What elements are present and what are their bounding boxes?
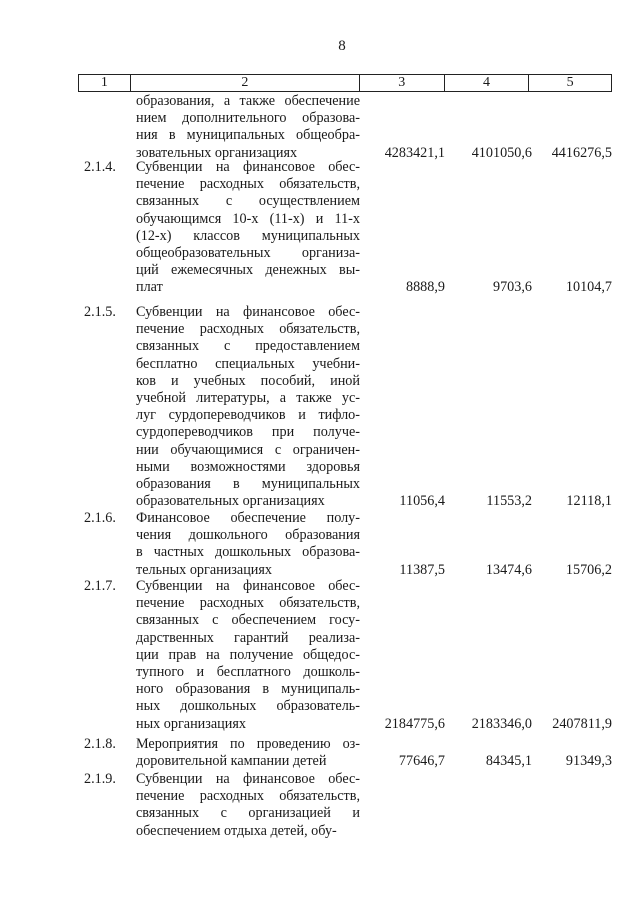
table-row [0,510,640,579]
row-description [136,736,360,770]
description-line: луг сурдопереводчиков и тифло- [136,407,360,424]
description-line: образования, а также обеспечение [136,93,360,109]
value-col-5: 10104,7 [565,279,612,296]
description-line: связанных с обеспечением госу- [136,612,360,629]
description-line: Субвенции на финансовое обес- [136,578,360,594]
description-line: в частных дошкольных образова- [136,544,360,561]
row-code: 2.1.8. [84,736,116,752]
row-code: 2.1.6. [84,510,116,526]
page-number: 8 [338,38,346,54]
table-header [78,74,612,92]
table-row [0,736,640,770]
row-code: 2.1.7. [84,578,116,594]
description-line: Субвенции на финансовое обес- [136,304,360,320]
table-row [0,93,640,162]
description-line: дарственных гарантий реализа- [136,629,360,646]
row-description [136,771,360,840]
description-line: зовательных организациях [136,144,298,161]
table-row [0,771,640,840]
description-line: нием дополнительного образова- [136,110,360,127]
description-line: образования в муниципальных [136,476,360,493]
description-line: связанных с организацией и [136,805,360,822]
value-col-3: 11056,4 [399,493,445,510]
value-col-4: 84345,1 [485,753,532,770]
value-col-3: 2184775,6 [384,715,445,732]
description-line: ков и учебных пособий, иной [136,372,360,389]
description-line: учебной литературы, а также ус- [136,390,360,407]
value-col-5: 2407811,9 [552,715,612,732]
description-line: ными возможностями здоровья [136,458,360,475]
description-line: образовательных организациях [136,493,325,510]
description-line: Субвенции на финансовое обес- [136,771,360,787]
description-line: Субвенции на финансовое обес- [136,159,360,175]
description-line: печение расходных обязательств, [136,176,360,193]
row-description [136,510,360,579]
row-description [136,93,360,162]
description-line: связанных с предоставлением [136,338,360,355]
description-line: ции прав на получение общедос- [136,646,360,663]
description-line: нии обучающимися с ограничен- [136,441,360,458]
header-col-4: 4 [445,75,530,91]
description-line: плат [136,279,163,296]
description-line: тельных организациях [136,561,273,578]
value-col-3: 77646,7 [398,753,445,770]
description-line: ных дошкольных образователь- [136,698,360,715]
description-line: обеспечением отдыха детей, обу- [136,822,337,839]
description-line: доровительной кампании детей [136,753,327,770]
header-col-5: 5 [566,75,574,90]
value-col-4: 4101050,6 [471,144,532,161]
value-col-4: 2183346,0 [471,715,532,732]
description-line: Мероприятия по проведению оз- [136,736,360,752]
header-col-1: 1 [79,75,131,91]
description-line: Финансовое обеспечение полу- [136,510,360,526]
description-line: печение расходных обязательств, [136,595,360,612]
row-description [136,304,360,510]
value-col-3: 11387,5 [399,561,445,578]
description-line: ния в муниципальных общеобра- [136,127,360,144]
header-col-2: 2 [131,75,360,91]
row-description [136,159,360,297]
description-line: тупного и бесплатного дошколь- [136,664,360,681]
description-line: связанных с осуществлением [136,193,360,210]
value-col-3: 8888,9 [405,279,445,296]
description-line: обучающимся 10-х (11-х) и 11-х [136,210,360,227]
value-col-5: 12118,1 [566,493,612,510]
value-col-5: 91349,3 [565,753,612,770]
description-line: печение расходных обязательств, [136,788,360,805]
description-line: ций ежемесячных денежных вы- [136,262,360,279]
description-line: общеобразовательных организа- [136,245,360,262]
value-col-5: 4416276,5 [551,144,612,161]
row-code: 2.1.9. [84,771,116,787]
description-line: ного образования в муниципаль- [136,681,360,698]
description-line: чения дошкольного образования [136,527,360,544]
description-line: печение расходных обязательств, [136,321,360,338]
table-row [0,159,640,297]
value-col-4: 11553,2 [486,493,532,510]
description-line: (12-х) классов муниципальных [136,227,360,244]
table-row [0,578,640,733]
row-code: 2.1.5. [84,304,116,320]
row-description [136,578,360,733]
table-row [0,304,640,510]
description-line: ных организациях [136,715,246,732]
description-line: бесплатно специальных учебни- [136,355,360,372]
value-col-4: 13474,6 [485,561,532,578]
description-line: сурдопереводчиков при получе- [136,424,360,441]
value-col-3: 4283421,1 [384,144,445,161]
value-col-5: 15706,2 [565,561,612,578]
row-code: 2.1.4. [84,159,116,175]
value-col-4: 9703,6 [492,279,532,296]
header-col-3: 3 [360,75,445,91]
